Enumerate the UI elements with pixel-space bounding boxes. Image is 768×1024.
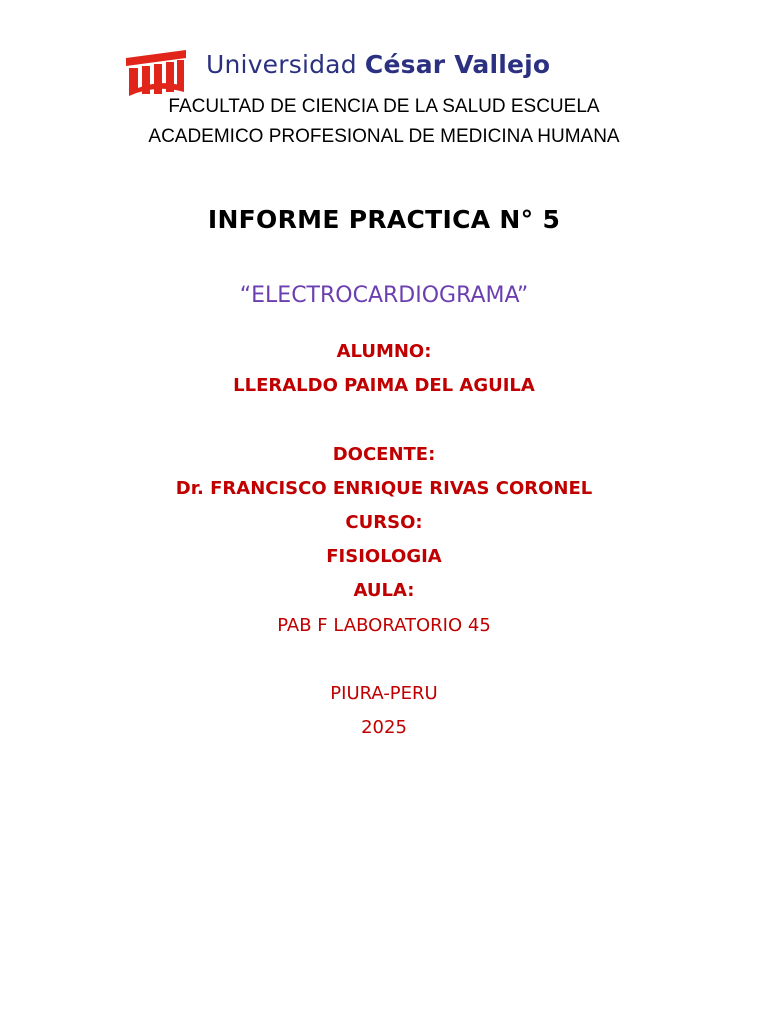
university-logo (126, 48, 631, 96)
teacher-label: DOCENTE: (332, 444, 436, 465)
room-name: PAB F LABORATORIO 45 (277, 615, 491, 636)
report-subtitle: “ELECTROCARDIOGRAMA” (239, 283, 529, 308)
course-label: CURSO: (345, 512, 423, 533)
report-title: INFORME PRACTICA N° 5 (207, 205, 561, 234)
university-wordmark (206, 50, 550, 79)
teacher-name: Dr. FRANCISCO ENRIQUE RIVAS CORONEL (175, 478, 593, 499)
wordmark-bold: César Vallejo (364, 50, 551, 79)
university-crest-icon (126, 48, 186, 96)
place: PIURA-PERU (330, 683, 438, 704)
course-name: FISIOLOGIA (326, 546, 442, 567)
year: 2025 (361, 717, 407, 738)
room-label: AULA: (353, 580, 415, 601)
student-name: LLERALDO PAIMA DEL AGUILA (233, 375, 535, 396)
faculty-line-2: ACADEMICO PROFESIONAL DE MEDICINA HUMANA (148, 126, 620, 147)
student-label: ALUMNO: (336, 341, 432, 362)
faculty-line-1: FACULTAD DE CIENCIA DE LA SALUD ESCUELA (168, 96, 600, 117)
wordmark-regular: Universidad (206, 50, 365, 79)
